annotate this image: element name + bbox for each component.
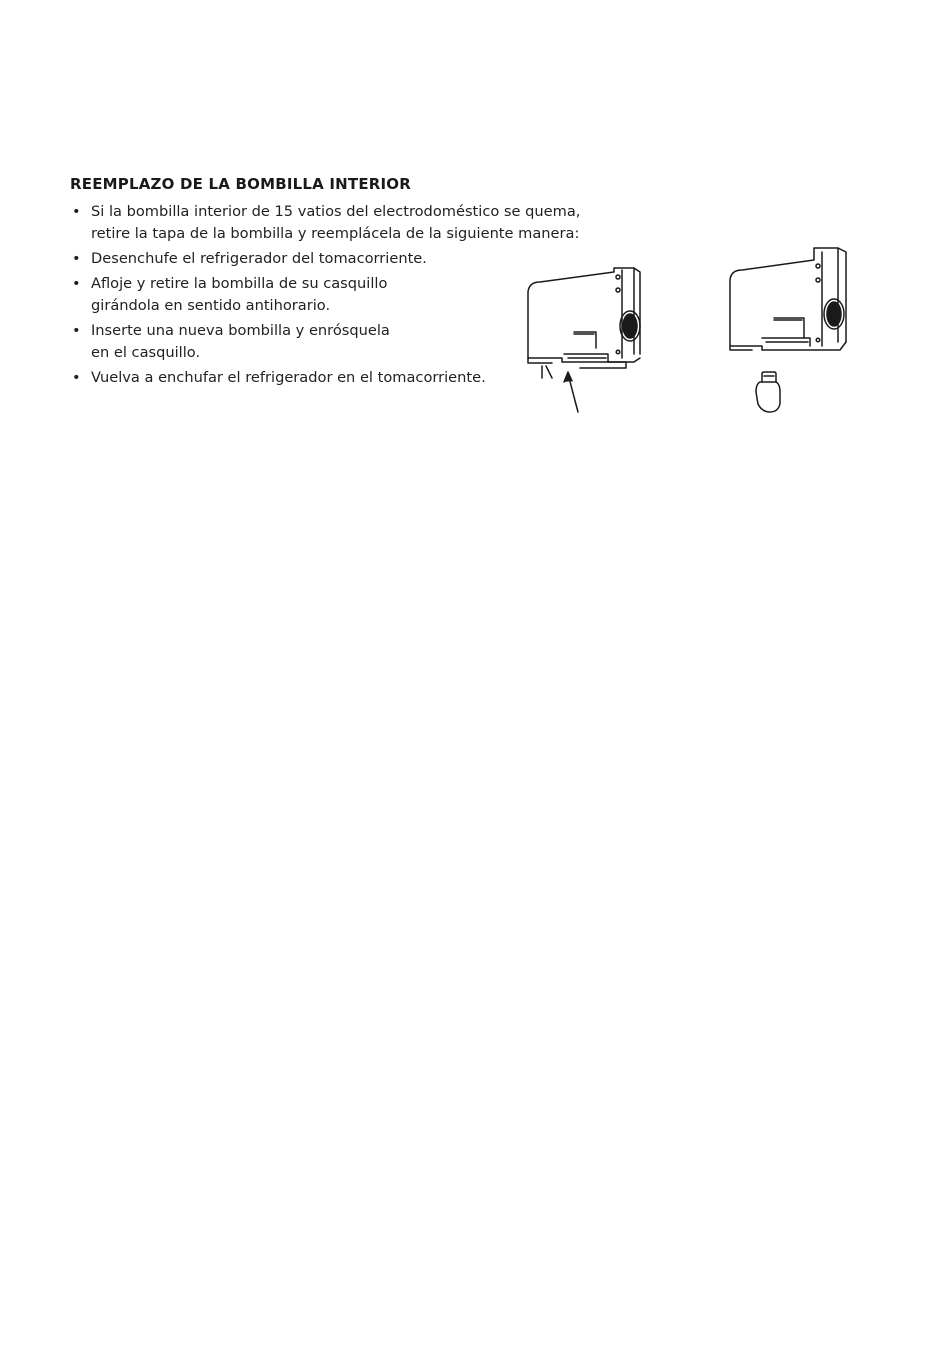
instruction-text: Vuelva a enchufar el refrigerador en el tomacorriente. (91, 369, 486, 386)
instruction-text: Inserte una nueva bombilla y enrósquela (91, 322, 390, 339)
section-heading: REEMPLAZO DE LA BOMBILLA INTERIOR (70, 175, 412, 193)
instruction-text: Afloje y retire la bombilla de su casquillo (91, 275, 388, 292)
bullet-icon: • (72, 275, 81, 292)
instruction-text: girándola en sentido antihorario. (91, 297, 331, 314)
lamp-housing-icon (730, 248, 846, 350)
instruction-text: Desenchufe el refrigerador del tomacorriente. (91, 250, 427, 267)
bullet-icon: • (72, 369, 81, 386)
instruction-text: retire la tapa de la bombilla y reemplácela de la siguiente manera: (91, 225, 580, 242)
bullet-icon: • (72, 322, 81, 339)
instruction-text: Si la bombilla interior de 15 vatios del electrodoméstico se quema, (91, 203, 581, 220)
bullet-icon: • (72, 203, 81, 220)
light-housing-bulb-removed-illustration (722, 242, 857, 420)
light-housing-with-cover-illustration (522, 262, 657, 420)
arrow-icon (564, 372, 578, 412)
lamp-housing-icon (528, 268, 640, 378)
instruction-text: en el casquillo. (91, 344, 201, 361)
bulb-icon (756, 372, 780, 412)
instruction-item (70, 201, 690, 245)
bullet-icon: • (72, 250, 81, 267)
